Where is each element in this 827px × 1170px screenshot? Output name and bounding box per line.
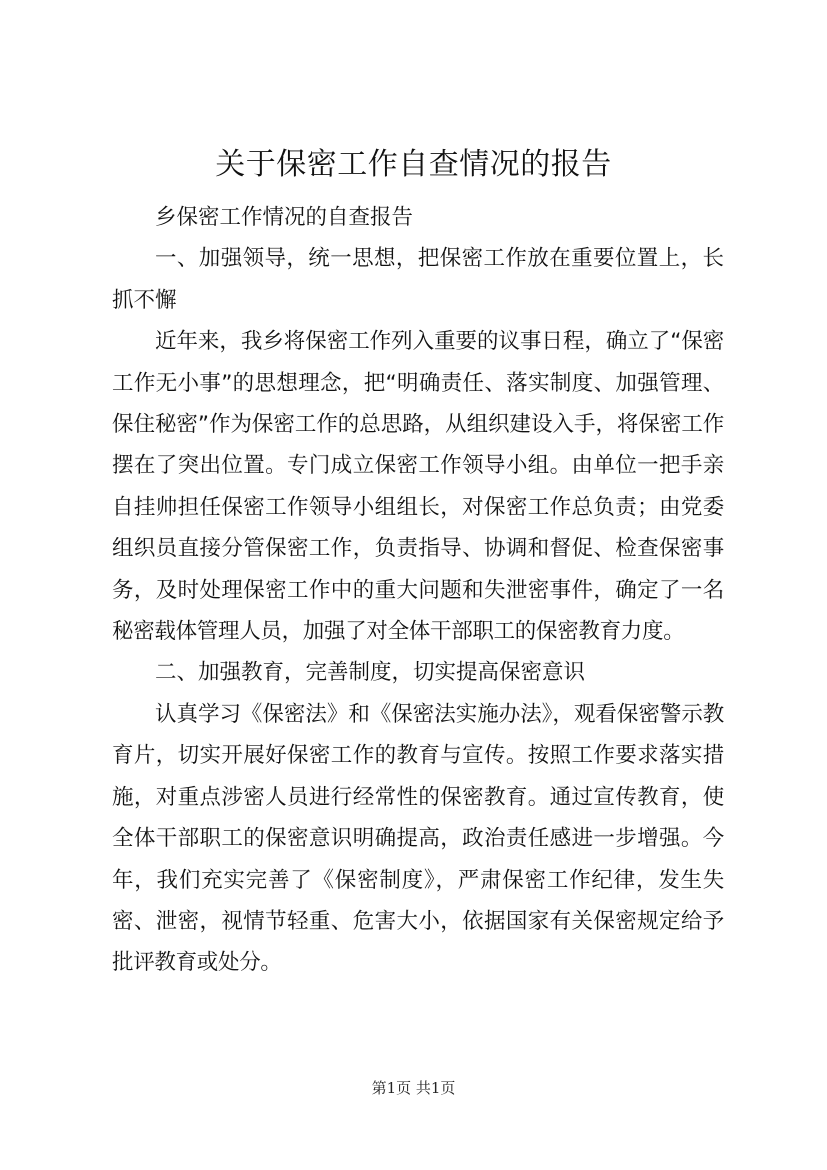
page-footer: 第1页 共1页: [371, 1079, 456, 1097]
paragraph-heading-1: 一、加强领导，统一思想，把保密工作放在重要位置上，长抓不懈: [112, 246, 724, 313]
paragraph-heading-2: 二、加强教育，完善制度，切实提高保密意识: [155, 660, 586, 686]
paragraph-body-2: 认真学习《保密法》和《保密法实施办法》，观看保密警示教育片，切实开展好保密工作的教育与宣传。按照工作要求落实措施，对重点涉密人员进行经常性的保密教育。通过宣传教育，使全体干部职工的保密意识明确提高，政治责任感进一步增强。今年，我们充实完善了《保密制度》，严肃保密工作纪律，发生失密、泄密，视情节轻重、危害大小，依据国家有关保密规定给予批评教育或处分。: [112, 701, 724, 976]
document-body: [112, 197, 724, 984]
document-title: 关于保密工作自查情况的报告: [215, 147, 612, 182]
paragraph-subtitle: 乡保密工作情况的自查报告: [155, 205, 414, 230]
paragraph-body-1: 近年来，我乡将保密工作列入重要的议事日程，确立了“保密工作无小事”的思想理念，把“明确责任、落实制度、加强管理、保住秘密”作为保密工作的总思路，从组织建设入手，将保密工作摆在了突出位置。专门成立保密工作领导小组。由单位一把手亲自挂帅担任保密工作领导小组组长，对保密工作总负责；由党委组织员直接分管保密工作，负责指导、协调和督促、检查保密事务，及时处理保密工作中的重大问题和失泄密事件，确定了一名秘密载体管理人员，加强了对全体干部职工的保密教育力度。: [112, 329, 724, 645]
